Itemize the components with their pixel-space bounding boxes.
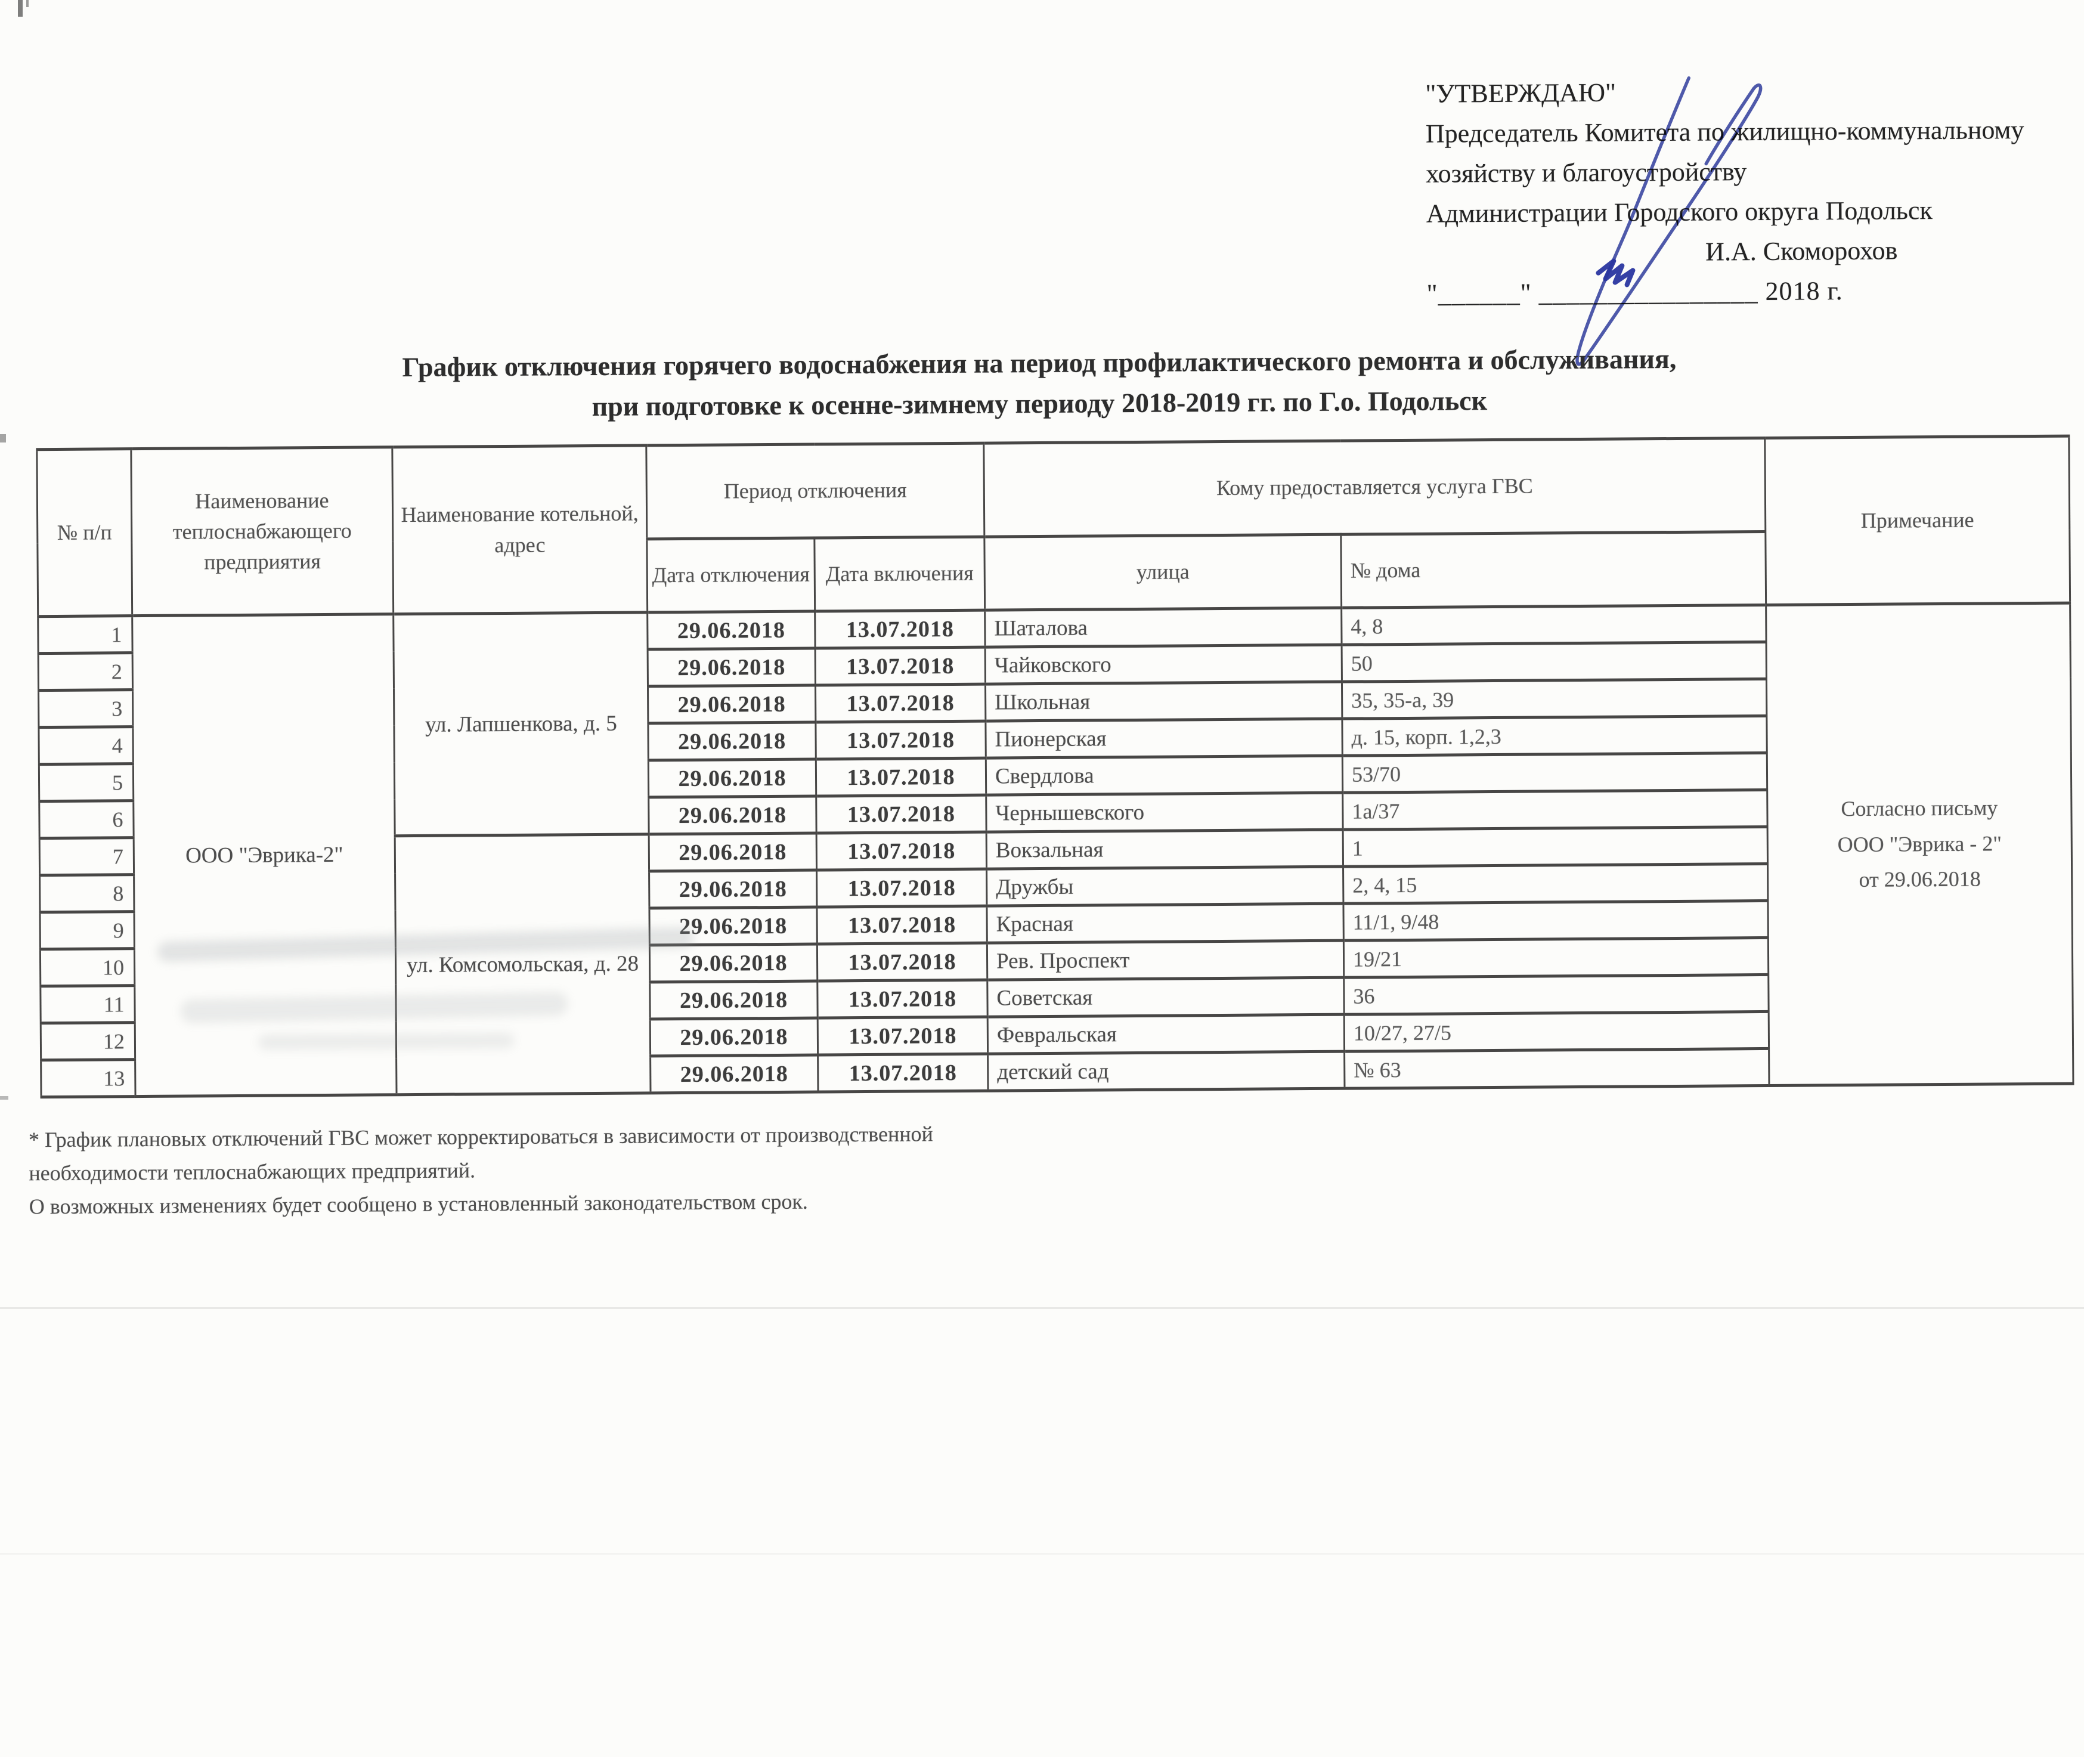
cell-num: 13 (41, 1060, 135, 1097)
approval-line-admin: Администрации Городского округа Подольск (1426, 196, 1933, 228)
header-street: улица (984, 534, 1342, 610)
note-line-2: ООО "Эврика - 2" (1837, 831, 2002, 856)
header-company: Наименование теплоснабжающего предприятия (131, 447, 394, 616)
cell-street: Февральская (987, 1014, 1344, 1054)
cell-house: 4, 8 (1342, 605, 1766, 645)
cell-street: Дружбы (987, 866, 1343, 906)
cell-num: 4 (39, 727, 133, 765)
cell-street: Чайковского (985, 645, 1342, 684)
cell-company: ООО "Эврика-2" (132, 614, 397, 1097)
approval-block (1425, 69, 2083, 313)
cell-num: 11 (41, 986, 135, 1023)
header-num: № п/п (37, 449, 132, 617)
cell-note (1766, 603, 2073, 1085)
cell-street: детский сад (988, 1051, 1345, 1091)
document-title-line-2: при подготовке к осенне-зимнему периоду 2018-2019 гг. по Г.о. Подольск (592, 385, 1488, 422)
cell-date-off: 29.06.2018 (651, 1055, 818, 1093)
cell-num: 7 (39, 838, 134, 875)
cell-date-off: 29.06.2018 (648, 611, 815, 649)
document-title-line-1: График отключения горячего водоснабжения на период профилактического ремонта и обслуживания, (402, 343, 1677, 383)
cell-date-on: 13.07.2018 (816, 758, 986, 796)
cell-date-off: 29.06.2018 (649, 870, 817, 908)
cell-num: 5 (39, 764, 133, 801)
cell-num: 9 (40, 912, 134, 949)
approval-line-dept: хозяйству и благоустройству (1426, 157, 1747, 188)
cell-num: 2 (38, 653, 132, 691)
cell-date-off: 29.06.2018 (648, 685, 815, 723)
cell-house: 10/27, 27/5 (1344, 1011, 1769, 1051)
cell-date-on: 13.07.2018 (818, 980, 987, 1018)
cell-house: 35, 35-а, 39 (1342, 679, 1766, 719)
cell-date-on: 13.07.2018 (817, 869, 987, 907)
approver-name: И.А. Скоморохов (1705, 236, 1898, 267)
scan-edge-mark (18, 0, 23, 17)
note-line-3: от 29.06.2018 (1859, 866, 1981, 892)
cell-house: 2, 4, 15 (1343, 864, 1768, 903)
footnote-line-1: * График плановых отключений ГВС может корректироваться в зависимости от производственной (28, 1122, 933, 1152)
approval-date-blank: "______" ________________ 2018 г. (1426, 276, 1843, 308)
header-boiler: Наименование котельной, адрес (392, 445, 648, 614)
cell-num: 10 (40, 949, 134, 986)
scan-streak-line (0, 1553, 2084, 1555)
cell-street: Свердлова (986, 756, 1342, 795)
cell-house: 1 (1343, 827, 1767, 866)
cell-date-off: 29.06.2018 (649, 944, 817, 982)
cell-house: 53/70 (1342, 753, 1767, 793)
cell-boiler-group-2: ул. Комсомольская, д. 28 (395, 834, 651, 1095)
cell-date-off: 29.06.2018 (648, 648, 815, 686)
cell-house: № 63 (1345, 1048, 1769, 1088)
cell-house: 19/21 (1343, 937, 1768, 977)
cell-date-on: 13.07.2018 (817, 906, 987, 944)
cell-house: 1а/37 (1343, 790, 1767, 830)
cell-date-off: 29.06.2018 (649, 833, 816, 871)
cell-num: 12 (41, 1023, 135, 1060)
cell-street: Пионерская (986, 719, 1342, 758)
cell-house: д. 15, корп. 1,2,3 (1342, 716, 1767, 756)
cell-street: Вокзальная (986, 830, 1343, 869)
scan-edge-mark (26, 0, 29, 7)
cell-house: 50 (1342, 642, 1766, 682)
cell-date-on: 13.07.2018 (816, 832, 986, 870)
footnote-line-3: О возможных изменениях будет сообщено в установленный законодательством срок. (29, 1189, 808, 1219)
table-header-row-1 (37, 436, 2070, 543)
cell-date-off: 29.06.2018 (650, 981, 818, 1019)
cell-num: 3 (39, 690, 133, 728)
approval-line-approve: "УТВЕРЖДАЮ" (1425, 78, 1617, 109)
header-note: Примечание (1765, 436, 2070, 605)
cell-num: 8 (40, 875, 134, 912)
cell-street: Красная (987, 903, 1343, 943)
cell-date-on: 13.07.2018 (816, 721, 986, 759)
cell-date-on: 13.07.2018 (818, 1054, 988, 1092)
footnote-block (29, 1115, 1198, 1223)
scan-streak-line (0, 1307, 2084, 1309)
scan-smudge (258, 1033, 515, 1050)
cell-street: Чернышевского (986, 793, 1343, 832)
cell-date-off: 29.06.2018 (649, 907, 817, 945)
header-date-off: Дата отключения (647, 538, 815, 612)
scan-edge-mark (0, 1096, 8, 1100)
cell-house: 36 (1344, 974, 1769, 1014)
cell-date-off: 29.06.2018 (650, 1018, 818, 1056)
approval-line-chairman: Председатель Комитета по жилищно-коммунальному (1425, 115, 2024, 148)
header-recipient: Кому предоставляется услуга ГВС (984, 438, 1766, 537)
cell-date-off: 29.06.2018 (649, 796, 816, 834)
header-period: Период отключения (646, 443, 984, 539)
cell-house: 11/1, 9/48 (1343, 900, 1768, 940)
document-title (0, 336, 2082, 431)
cell-num: 1 (38, 616, 132, 654)
cell-date-on: 13.07.2018 (817, 943, 987, 981)
cell-num: 6 (39, 801, 134, 838)
cell-date-on: 13.07.2018 (816, 795, 986, 833)
cell-date-off: 29.06.2018 (648, 722, 816, 760)
footnote-line-2: необходимости теплоснабжающих предприятий. (29, 1158, 476, 1186)
cell-street: Школьная (985, 682, 1342, 721)
cell-street: Шаталова (985, 608, 1342, 647)
cell-date-on: 13.07.2018 (815, 647, 985, 685)
note-line-1: Согласно письму (1841, 796, 1998, 821)
scan-edge-mark (0, 434, 6, 442)
cell-date-off: 29.06.2018 (648, 759, 816, 797)
cell-street: Рев. Проспект (987, 940, 1343, 980)
cell-date-on: 13.07.2018 (815, 610, 985, 648)
header-date-on: Дата включения (815, 537, 985, 611)
cell-street: Советская (987, 977, 1344, 1017)
cell-date-on: 13.07.2018 (815, 684, 985, 722)
header-house: № дома (1341, 531, 1766, 608)
cell-boiler-group-1: ул. Лапшенкова, д. 5 (394, 612, 649, 836)
cell-date-on: 13.07.2018 (818, 1017, 987, 1055)
